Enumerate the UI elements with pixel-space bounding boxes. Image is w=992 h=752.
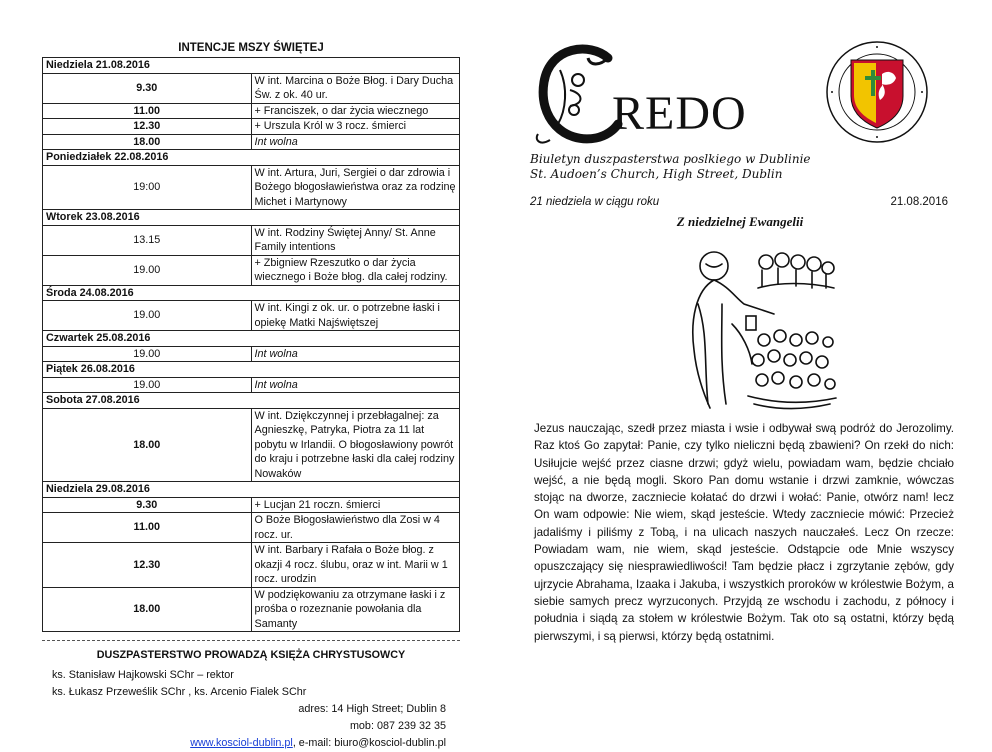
day-heading: Wtorek 23.08.2016 [43,210,460,226]
mass-time: 11.00 [43,103,252,119]
day-heading: Sobota 27.08.2016 [43,393,460,409]
mass-time: 9.30 [43,73,252,103]
schedule-mass-row [43,408,460,482]
mass-intention: Int wolna [251,346,460,362]
mass-intention: W int. Dziękczynnej i przebłagalnej: za Agnieszkę, Patryka, Piotra za 11 lat pobytu w Irlandii. O błogosławiony powrót do kraju i potrzebne łaski dla całej rodziny Nowaków [251,408,460,482]
schedule-mass-row [43,543,460,588]
jesus-teaching-crowd-icon [678,244,838,414]
issue-date: 21.08.2016 [890,196,948,208]
mass-intention: Int wolna [251,377,460,393]
mass-intention: W int. Rodziny Świętej Anny/ St. Anne Family intentions [251,225,460,255]
day-heading: Niedziela 29.08.2016 [43,482,460,498]
mass-time: 12.30 [43,543,252,588]
ministry-heading: DUSZPASTERSTWO PROWADZĄ KSIĘŻA CHRYSTUSOWCY [96,649,406,661]
schedule-mass-row [43,497,460,513]
schedule-mass-row [43,346,460,362]
mass-intention: W int. Barbary i Rafała o Boże błog. z okazji 4 rocz. ślubu, oraz w int. Marii w 1 rocz. urodzin [251,543,460,588]
schedule-mass-row [43,377,460,393]
schedule-day-row [43,393,460,409]
schedule-mass-row [43,513,460,543]
mass-time: 18.00 [43,134,252,150]
schedule-day-row [43,210,460,226]
schedule-mass-row [43,134,460,150]
mass-intention: W int. Kingi z ok. ur. o potrzebne łaski i opiekę Matki Najświętszej [251,301,460,331]
schedule-day-row [43,150,460,166]
mass-intention: O Boże Błogosławieństwo dla Zosi w 4 rocz. ur. [251,513,460,543]
mass-time: 18.00 [43,408,252,482]
day-heading: Czwartek 25.08.2016 [43,331,460,347]
mass-intention: Int wolna [251,134,460,150]
schedule-day-row [43,331,460,347]
schedule-mass-row [43,255,460,285]
masthead [530,40,950,152]
day-heading: Niedziela 21.08.2016 [43,58,460,74]
mass-time: 13.15 [43,225,252,255]
gospel-heading: Z niedzielnej Ewangelii [676,214,804,229]
mass-intention: + Zbigniew Rzeszutko o dar życia wiecznego i Boże błog. dla całej rodziny. [251,255,460,285]
schedule-day-row [43,58,460,74]
schedule-mass-row [43,225,460,255]
schedule-mass-row [43,165,460,210]
mass-time: 11.00 [43,513,252,543]
mass-intention: W podziękowaniu za otrzymane łaski i z prośba o rozeznanie powołania dla Samanty [251,587,460,632]
mass-time: 19.00 [43,346,252,362]
mass-schedule-table [42,57,460,632]
day-heading: Poniedziałek 22.08.2016 [43,150,460,166]
web-email-line [42,735,460,752]
address-line: adres: 14 High Street; Dublin 8 [298,703,446,715]
mass-intention: + Lucjan 21 roczn. śmierci [251,497,460,513]
schedule-title: INTENCJE MSZY ŚWIĘTEJ [178,42,324,54]
schedule-mass-row [43,301,460,331]
phone-line: mob: 087 239 32 35 [349,720,446,732]
schedule-day-row [43,362,460,378]
mass-intention: W int. Marcina o Boże Błog. i Dary Ducha Św. z ok. 40 ur. [251,73,460,103]
schedule-day-row [43,482,460,498]
polish-chaplaincy-crest-icon [818,40,936,144]
email-text: , e-mail: biuro@kosciol-dublin.pl [292,737,446,749]
schedule-mass-row [43,587,460,632]
mass-intentions-column [42,40,460,752]
day-heading: Piątek 26.08.2016 [43,362,460,378]
mass-intention: + Franciszek, o dar życia wiecznego [251,103,460,119]
bulletin-front-column [530,40,950,230]
issue-info [530,196,950,208]
divider [42,640,460,641]
priest-rector: ks. Stanisław Hajkowski SChr – rektor [52,669,234,681]
masthead-title: REDO [612,87,747,140]
liturgical-sunday: 21 niedziela w ciągu roku [530,196,660,208]
mass-time: 18.00 [43,587,252,632]
mass-time: 19.00 [43,255,252,285]
mass-time: 19.00 [43,301,252,331]
mass-time: 19:00 [43,165,252,210]
website-link[interactable]: www.kosciol-dublin.pl [190,737,293,749]
schedule-mass-row [43,73,460,103]
mass-intention: W int. Artura, Juri, Sergiei o dar zdrowia i Bożego błogosławieństwa oraz za rodzinę Michet i Martynowy [251,165,460,210]
subtitle-line-2: St. Audoen’s Church, High Street, Dublin [530,167,783,181]
day-heading: Środa 24.08.2016 [43,285,460,301]
mass-time: 19.00 [43,377,252,393]
schedule-day-row [43,285,460,301]
gospel-text: Jezus nauczając, szedł przez miasta i wsie i odbywał swą podróż do Jerozolimy. Raz ktoś Go zapytał: Panie, czy tylko nieliczni będą zbawieni? On rzekł do nich: Usiłujcie wejść przez ciasne drzwi; gdyż wielu, powiadam wam, będzie chciało wejść, a nie będą mogli. Skoro Pan domu wstanie i drzwi zamknie, wówczas stojąc na dworze, zaczniecie kołatać do drzwi i wołać: Panie, otwórz nam! lecz On wam odpowie: Nie wiem, skąd jesteście. Wtedy zaczniecie mówić: Przecież jadaliśmy i piliśmy z Tobą, i na ulicach naszych nauczałeś. Lecz On rzecze: Powiadam wam, nie wiem, skąd jesteście. Odstąpcie ode Mnie wszyscy opuszczający się niesprawiedliwości! Tam będzie płacz i zgrzytanie zębów, gdy ujrzycie Abrahama, Izaaka i Jakuba, i wszystkich proroków w królestwie Bożym, a siebie samych precz wyrzuconych. Przyjdą ze wschodu i zachodu, z północy i południa i siądą za stołem w królestwie Bożym. Tak oto są ostatni, którzy będą pierwszymi, i są pierwsi, którzy będą ostatnimi. [534,422,954,643]
priest-assistants: ks. Łukasz Przeweślik SChr , ks. Arcenio Fialek SChr [52,686,307,698]
schedule-mass-row [43,119,460,135]
mass-time: 12.30 [43,119,252,135]
mass-intention: + Urszula Król w 3 rocz. śmierci [251,119,460,135]
mass-time: 9.30 [43,497,252,513]
schedule-mass-row [43,103,460,119]
subtitle-line-1: Biuletyn duszpasterstwa poslkiego w Dublinie [530,152,811,166]
